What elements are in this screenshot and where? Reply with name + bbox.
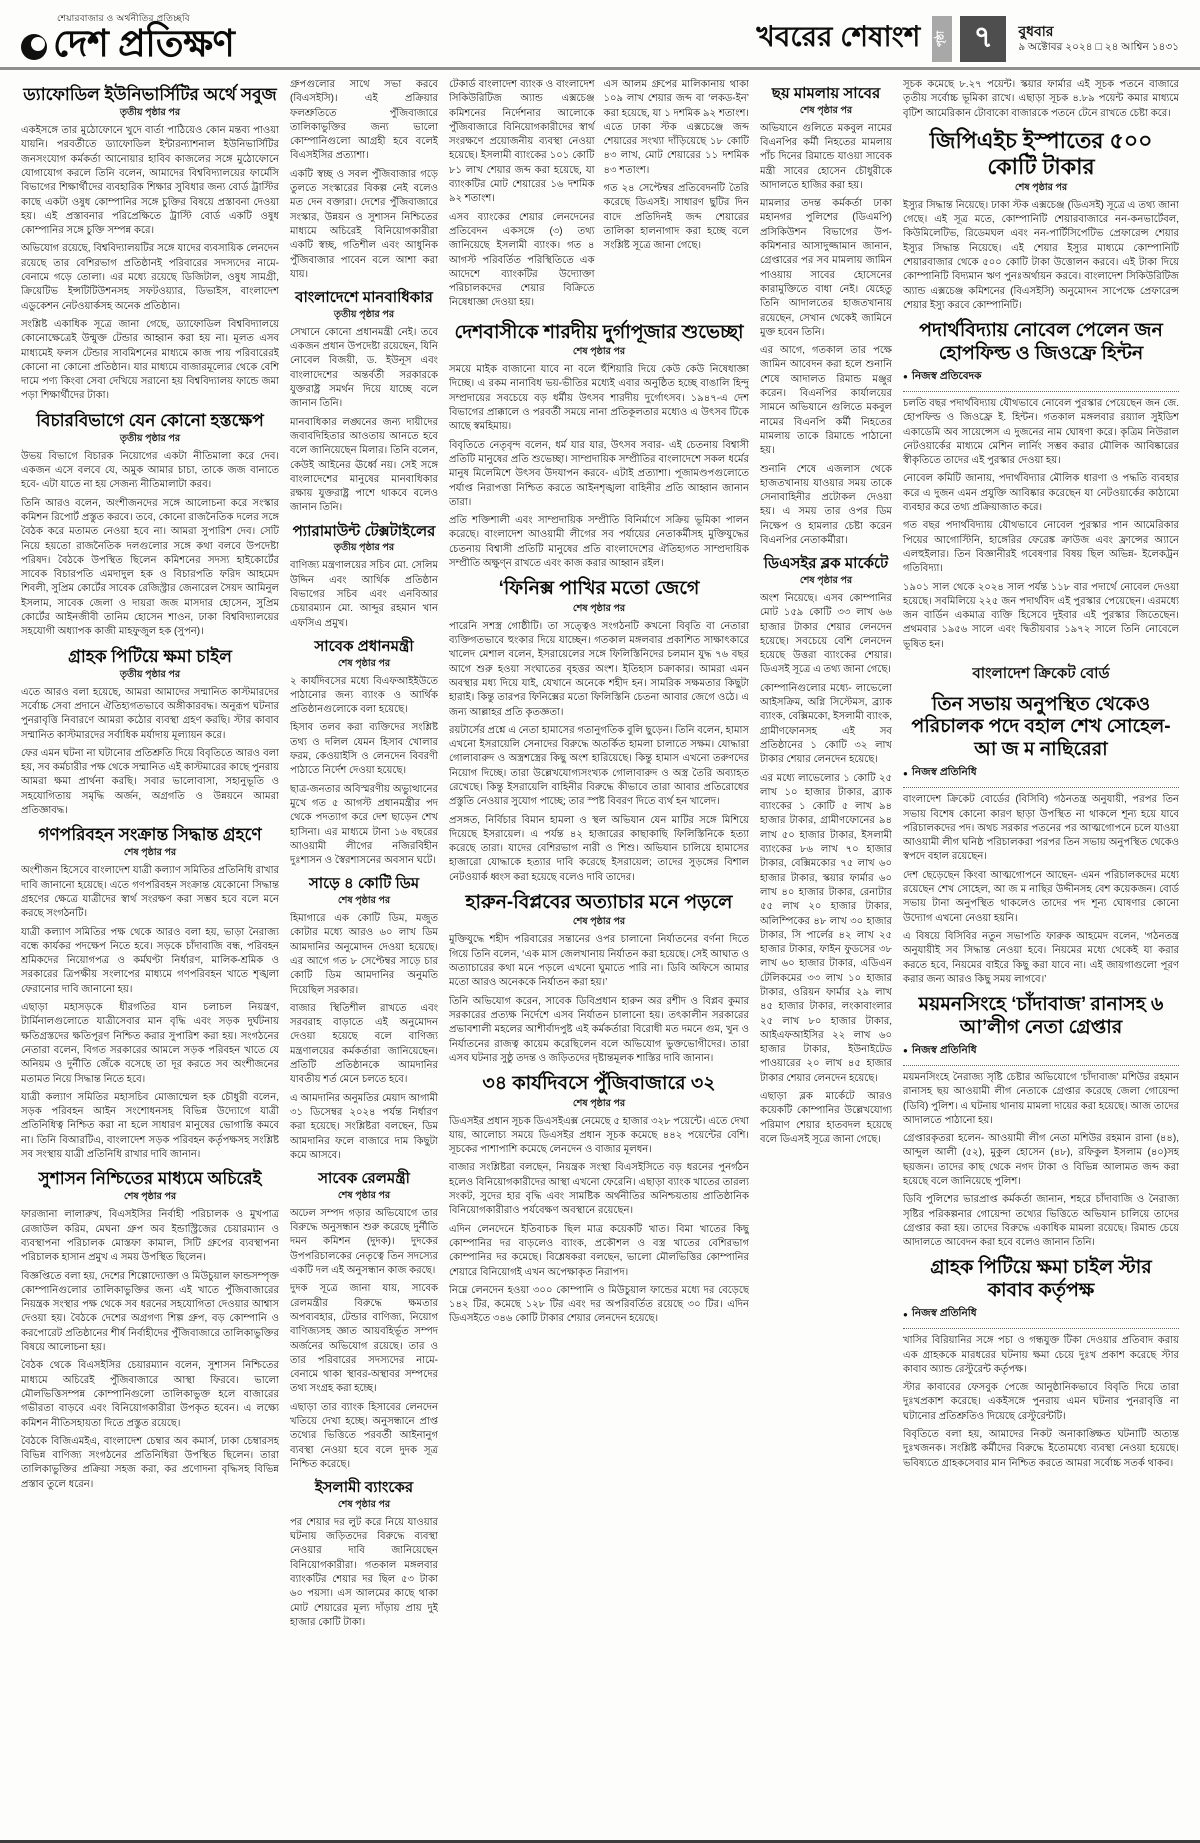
article-headline: ছয় মামলায় সাবের bbox=[771, 85, 881, 102]
body-paragraph: সেখানে কোনো প্রধানমন্ত্রী নেই। তবে একজন প্রধান উপদেষ্টা রয়েছেন, যিনি নোবেল বিজয়ী, ড. ইউনূস এবং বাংলাদেশের অন্তর্বর্তী সরকারকে যুক্তরাষ্ট্র সমর্থন দিয়ে যাচ্ছে বলে জানান তিনি। bbox=[290, 326, 438, 410]
day-label: বুধবার bbox=[1018, 23, 1054, 40]
continued-from-label: শেষ পৃষ্ঠার পর bbox=[799, 574, 853, 586]
body-paragraph: উভয় বিভাগে বিচারক নিয়োগের একটা নীতিমালা করে দেব। একজন এসে বলবে যে, অমুক আমার চাচা, তাকে জজ বানাতে হবে- এটা যাতে না হয় সেজন্য নীতিমালাটা করব। bbox=[21, 450, 279, 491]
body-paragraph: গত ২৪ সেপ্টেম্বর প্রতিবেদনটি তৈরি করেছে ডিএসই। সাধারণ ছুটির দিন বাদে প্রতিদিনই জব্দ শেয়ারের তালিকা হালনাগাদ করা হচ্ছে বলে সংশ্লিষ্ট সূত্রে জানা গেছে। bbox=[603, 183, 749, 252]
article-headline: সাবেক রেলমন্ত্রী bbox=[318, 1170, 410, 1188]
body-paragraph: বাজার সংশ্লিষ্টরা বলছেন, নিয়ন্ত্রক সংস্থা বিএসইসিতে বড় ধরনের পুনর্গঠন হলেও বিনিয়োগকারীদের আস্থা এখনো ফেরেনি। এছাড়া ব্যাংক খাতের তারল্য সংকট, সুদের হার বৃদ্ধি এবং সামষ্টিক অর্থনীতির অনিশ্চয়তায় প্রাতিষ্ঠানিক বিনিয়োগকারীরাও পর্যবেক্ষণ অবস্থানে রয়েছেন। bbox=[449, 1162, 749, 1217]
news-column-2 bbox=[290, 78, 438, 1826]
news-column-1 bbox=[21, 78, 279, 1826]
continued-from-label: শেষ পৃষ্ঠার পর bbox=[572, 602, 626, 614]
continued-from-label: শেষ পৃষ্ঠার পর bbox=[572, 1097, 626, 1109]
body-paragraph: যাত্রী কল্যাণ সমিতির পক্ষ থেকে আরও বলা হয়, ভাড়া নৈরাজ্য বন্ধে কার্যকর পদক্ষেপ নিতে হবে। সড়কে চাঁদাবাজি বন্ধ, পরিবহন শ্রমিকদের নিয়োগপত্র ও কর্মঘণ্টা নির্ধারণ, মালিক-শ্রমিক ও সরকারের ত্রিপক্ষীয় সংলাপের মাধ্যমে গণপরিবহন খাতে শৃঙ্খলা ফেরানোর দাবি জানানো হয়। bbox=[21, 926, 279, 995]
masthead-title: দেশ প্রতিক্ষণ bbox=[53, 23, 235, 64]
article-headline: ‘ফিনিক্স পাখির মতো জেগে bbox=[498, 578, 700, 600]
body-paragraph: ময়মনসিংহে নৈরাজ্য সৃষ্টি চেষ্টার অভিযোগে ‘চাঁদাবাজ’ মশিউর রহমান রানাসহ ছয় আওয়ামী লীগ নেতাকে গ্রেপ্তার করেছে জেলা গোয়েন্দা (ডিবি) পুলিশ। এ ঘটনায় থানায় মামলা দায়ের করা হয়েছে। আজ তাদের আদালতে পাঠানো হয়। bbox=[903, 1071, 1179, 1126]
body-paragraph: দুদক সূত্রে জানা যায়, সাবেক রেলমন্ত্রীর বিরুদ্ধে ক্ষমতার অপব্যবহার, টেন্ডার বাণিজ্য, নিয়োগ বাণিজ্যসহ জ্ঞাত আয়বহির্ভূত সম্পদ অর্জনের অভিযোগ রয়েছে। তার ও তার পরিবারের সদস্যদের নামে-বেনামে থাকা স্থাবর-অস্থাবর সম্পদের তথ্য সংগ্রহ করা হচ্ছে। bbox=[290, 1283, 438, 1395]
continued-from-label: তৃতীয় পৃষ্ঠার পর bbox=[119, 107, 181, 119]
byline-bullet-icon: ● bbox=[903, 1046, 908, 1056]
article-headline: জিপিএইচ ইস্পাতের ৫০০ কোটি টাকার bbox=[929, 127, 1153, 179]
masthead-tagline: শেয়ারবাজার ও অর্থনীতির প্রতিচ্ছবি bbox=[57, 13, 190, 23]
body-paragraph: অংশীজন হিসেবে বাংলাদেশ যাত্রী কল্যাণ সমিতির প্রতিনিধি রাখার দাবি জানানো হয়েছে। এতে গণপরিবহন সংক্রান্ত যেকোনো সিদ্ধান্ত গ্রহণের ক্ষেত্রে যাত্রীদের স্বার্থ সংরক্ষণ করা সম্ভব হবে বলে মনে করছে সংগঠনটি। bbox=[21, 865, 279, 920]
masthead-text bbox=[53, 14, 234, 62]
body-paragraph: গ্রেপ্তারকৃতরা হলেন- আওয়ামী লীগ নেতা মশিউর রহমান রানা (৪৪), আব্দুল আলী (৫২), মুকুল হোসেন (৪৮), রফিকুল ইসলাম (৪০)সহ ছয়জন। তাদের কাছ থেকে নগদ টাকা ও বিভিন্ন আলামত জব্দ করা হয়েছে বলে জানিয়েছে পুলিশ। bbox=[903, 1133, 1179, 1187]
body-paragraph: গত বছর পদার্থবিদ্যায় যৌথভাবে নোবেল পুরস্কার পান আমেরিকার পিয়ের আগোস্টিনি, হাঙ্গেরির ফেরেঙ্ক ক্রাউজ এবং ফ্রান্সের অ্যানে এলহুইলার। তিন বিজ্ঞানীরই গবেষণার বিষয় ছিল অভিন্ন- ইলেকট্রন গতিবিদ্যা। bbox=[903, 520, 1179, 575]
article-byline bbox=[903, 367, 1179, 392]
article-byline bbox=[903, 1304, 1179, 1329]
continued-from-label: তৃতীয় পৃষ্ঠার পর bbox=[119, 668, 181, 680]
body-paragraph: এর মধ্যে লাভেলোর ১ কোটি ২৫ লাখ ১০ হাজার টাকার, ব্র্যাক ব্যাংকের ১ কোটি ৫ লাখ ৯৪ হাজার টাকার, গ্রামীণফোনের ৯৪ লাখ ৫০ হাজার টাকার, ইসলামী ব্যাংকের ৮৬ লাখ ৭০ হাজার টাকার, বেক্সিমকোর ৭৫ লাখ ৬০ হাজার টাকার, স্কয়ার ফার্মার ৬০ লাখ ৪০ হাজার টাকার, রেনাটার ৫৫ লাখ ২০ হাজার টাকার, অলিম্পিকের ৪৮ লাখ ৩০ হাজার টাকার, সি পার্লের ৪২ লাখ ২৫ হাজার টাকার, ফাইন ফুডসের ৩৮ লাখ ৬০ হাজার টাকার, এডিএন টেলিকমের ৩৩ লাখ ১০ হাজার টাকার, ওরিয়ন ফার্মার ২৯ লাখ ৪৫ হাজার টাকার, লংকাবাংলার ২৫ লাখ ৮০ হাজার টাকার, আইএফআইসির ২২ লাখ ৬০ হাজার টাকার, ইউনাইটেড পাওয়ারের ২০ লাখ ৪৫ হাজার টাকার শেয়ার লেনদেন হয়েছে। bbox=[760, 772, 892, 1084]
article-headline: প্যারামাউন্ট টেক্সটাইলের bbox=[292, 522, 436, 540]
body-paragraph: এছাড়া তার ব্যাংক হিসাবের লেনদেন খতিয়ে দেখা হচ্ছে। অনুসন্ধানে প্রাপ্ত তথ্যের ভিত্তিতে পরবর্তী আইনানুগ ব্যবস্থা নেওয়া হবে বলে দুদক সূত্র নিশ্চিত করেছে। bbox=[290, 1401, 438, 1470]
article-headline: পদার্থবিদ্যায় নোবেল পেলেন জন হোপফিল্ড ও জিওফ্রে হিন্টন bbox=[919, 320, 1163, 364]
body-paragraph: নিম্নে লেনদেন হওয়া ৩০০ কোম্পানি ও মিউচুয়াল ফান্ডের মধ্যে দর বেড়েছে ১৪২ টির, কমেছে ১২৮ টির এবং দর অপরিবর্তিত রয়েছে ৩০ টির। এদিন ডিএসইতে ৩৪৬ কোটি টাকার শেয়ার লেনদেন হয়েছে। bbox=[449, 1284, 749, 1325]
body-paragraph: বিজ্ঞপ্তিতে বলা হয়, দেশের শিল্পোদ্যোক্তা ও মিউচুয়াল ফান্ডসম্পৃক্ত কোম্পানিগুলোর তালিকাভুক্তির জন্য এই খাতে পুঁজিবাজারের নিয়ন্ত্রক সংস্থার পক্ষ থেকে সব ধরনের সহযোগিতা দেওয়ার আশ্বাস দেওয়া হয়। বৈঠকে দেশের অগ্রগণ্য শিল্প গ্রুপ, বড় কোম্পানি ও করপোরেট প্রতিষ্ঠানের শীর্ষ নির্বাহীদের পুঁজিবাজারে তালিকাভুক্তির বিষয়ে আলোচনা হয়। bbox=[21, 1270, 279, 1354]
article-headline: তিন সভায় অনুপস্থিত থেকেও পরিচালক পদে বহাল শেখ সোহেল-আ জ ম নাছিরেরা bbox=[911, 694, 1171, 760]
article-headline: বিচারবিভাগে যেন কোনো হস্তক্ষেপ bbox=[36, 410, 264, 430]
body-paragraph: এছাড়া মহাসড়কে ধীরগতির যান চলাচল নিয়ন্ত্রণ, টার্মিনালগুলোতে যাত্রীসেবার মান বৃদ্ধি এবং সড়ক দুর্ঘটনায় ক্ষতিগ্রস্তদের ক্ষতিপূরণ নিশ্চিত করার সুপারিশ করা হয়। সংগঠনের নেতারা বলেন, বিগত সরকারের আমলে সড়ক পরিবহন খাতে যে অনিয়ম ও দুর্নীতি জেঁকে বসেছে তা দূর করতে সব অংশীজনের মতামত নিয়ে সিদ্ধান্ত নিতে হবে। bbox=[21, 1002, 279, 1085]
body-paragraph: একটি স্বচ্ছ ও সবল পুঁজিবাজার গড়ে তুলতে সংস্কারের বিকল্প নেই বলেও মত দেন বক্তারা। দেশের পুঁজিবাজারে সংস্কার, উন্নয়ন ও সুশাসন নিশ্চিতের মাধ্যমে অচিরেই বিনিয়োগকারীরা একটি স্বচ্ছ, গতিশীল এবং আধুনিক পুঁজিবাজার পাবেন বলে আশা করা যায়। bbox=[290, 168, 438, 280]
body-paragraph: বাণিজ্য মন্ত্রণালয়ের সচিব মো. সেলিম উদ্দিন এবং আর্থিক প্রতিষ্ঠান বিভাগের সচিব এবং এনবিআর চেয়ারম্যান মো. আব্দুর রহমান খান এফসিএ প্রমুখ। bbox=[290, 560, 438, 629]
body-paragraph: এ বিষয়ে বিসিবির নতুন সভাপতি ফারুক আহমেদ বলেন, ‘গঠনতন্ত্র অনুযায়ীই সব সিদ্ধান্ত নেওয়া হবে। নিয়মের মধ্যে থেকেই যা করার করতে হবে, নিয়মের বাইরে কিছু করা যাবে না। এই জায়গাগুলো পূরণ করার জন্য আরও কিছু সময় লাগবে।’ bbox=[903, 930, 1179, 985]
continued-from-label: শেষ পৃষ্ঠার পর bbox=[799, 104, 853, 116]
body-paragraph: পর শেয়ার দর লুট করে নিয়ে যাওয়ার ঘটনায় জড়িতদের বিরুদ্ধে ব্যবস্থা নেওয়ার দাবি জানিয়েছেন বিনিয়োগকারীরা। গতকাল মঙ্গলবার ব্যাংকটির শেয়ার দর ছিল ৫৩ টাকা ৬০ পয়সা। এস আলমের কাছে থাকা মোট শেয়ারের মূল্য দাঁড়ায় প্রায় দুই হাজার কোটি টাকা। bbox=[290, 1516, 438, 1628]
byline-text: নিজস্ব প্রতিনিধি bbox=[911, 1307, 977, 1320]
body-paragraph: একইসঙ্গে তার মুঠোফোনে খুদে বার্তা পাঠিয়েও কোন মন্তব্য পাওয়া যায়নি। পরবর্তীতে ড্যাফোডিল ইন্টারন্যাশনাল ইউনিভার্সিটির জনসংযোগ কর্মকর্তা আনোয়ার হাবিব কাজলের সঙ্গে মুঠোফোনে যোগাযোগ করলে তিনি বলেন, আমাদের বিশ্ববিদ্যালয়ের ফার্মেসি বিভাগের শিক্ষার্থীদের ব্যবহারিক শিক্ষার সুবিধার জন্য বোর্ড ট্রাস্টির কাছে একটা ওষুধ কোম্পানির সঙ্গে চুক্তির বিষয়ে প্রস্তাবনা দেওয়া হয়। এই প্রস্তাবনার পরিপ্রেক্ষিতে ট্রাস্টি বোর্ড একটি ওষুধ কোম্পানির সঙ্গে চুক্তি সম্পন্ন করে। bbox=[21, 125, 279, 237]
body-paragraph: বাংলাদেশ ক্রিকেট বোর্ডের (বিসিবি) গঠনতন্ত্র অনুযায়ী, পরপর তিন সভায় বিশেষ কোনো কারণ ছাড়া উপস্থিত না থাকলে শূন্য হয়ে যাবে পরিচালকদের পদ। অথচ সরকার পতনের পর আত্মগোপনে চলে যাওয়া আওয়ামী লীগ ঘনিষ্ঠ পরিচালকরা পরপর তিন সভায় অনুপস্থিত থেকেও স্বপদে বহাল রয়েছেন। bbox=[903, 794, 1179, 863]
body-paragraph: মামলার তদন্ত কর্মকর্তা ঢাকা মহানগর পুলিশের (ডিএমপি) প্রসিকিউশন বিভাগের উপ-কমিশনার আসাদুজ্জামান জানান, গ্রেপ্তারের পর সব মামলায় জামিন পাওয়ায় সাবের হোসেনের কারামুক্তিতে বাধা নেই। যেহেতু তিনি আদালতের হাজতখানায় রয়েছেন, সেখান থেকেই জামিনে মুক্ত হবেন তিনি। bbox=[760, 198, 892, 338]
byline-bullet-icon: ● bbox=[903, 768, 908, 778]
body-paragraph: প্রসঙ্গত, নির্বিচার বিমান হামলা ও স্থল অভিযান যেন মাটির সঙ্গে মিশিয়ে দিয়েছে ইসরায়েল। এ পর্যন্ত ৪২ হাজারের কাছাকাছি ফিলিস্তিনিকে হত্যা করেছে তারা। যাদের বেশিরভাগ নারী ও শিশু। অভিযান চালিয়ে হামাসের হাজারো যোদ্ধাকে হত্যার দাবি করেছে ইসরায়েল; তাদের সুড়ঙ্গের বিশাল নেটওয়ার্ক ধ্বংস করা হয়েছে বলেও দাবি তাদের। bbox=[449, 814, 749, 883]
article-headline: ৩৪ কার্যদিবসে পুঁজিবাজারে ৩২ bbox=[482, 1073, 716, 1095]
article-byline bbox=[903, 763, 1179, 788]
body-paragraph: তিনি অভিযোগ করেন, সাবেক ডিবিপ্রধান হারুন অর রশীদ ও বিপ্লব কুমার সরকারের প্রত্যক্ষ নির্দেশে এসব নির্যাতন চালানো হয়। তৎকালীন সরকারের প্রভাবশালী মহলের আশীর্বাদপুষ্ট এই কর্মকর্তারা বিরোধী মত দমনে গুম, খুন ও নির্যাতনের রাজত্ব কায়েম করেছিলেন বলে অভিযোগ ভুক্তভোগীদের। তারা এসব ঘটনার সুষ্ঠু তদন্ত ও জড়িতদের দৃষ্টান্তমূলক শাস্তির দাবি জানান। bbox=[449, 995, 749, 1064]
body-paragraph: টেকার্ড বাংলাদেশ ব্যাংক ও বাংলাদেশ সিকিউরিটিজ অ্যান্ড এক্সচেঞ্জ কমিশনের নির্দেশনার আলোকে পুঁজিবাজারে বিনিয়োগকারীদের স্বার্থ সংরক্ষণে প্রয়োজনীয় ব্যবস্থা নেওয়া হয়েছে। ইসলামী ব্যাংকের ১০১ কোটি ৮১ লাখ শেয়ার জব্দ করা হয়েছে, যা ব্যাংকটির মোট শেয়ারের ১৬ দশমিক ৯২ শতাংশ। bbox=[449, 79, 595, 205]
body-paragraph: ডিবি পুলিশের ভারপ্রাপ্ত কর্মকর্তা জানান, শহরে চাঁদাবাজি ও নৈরাজ্য সৃষ্টির পরিকল্পনার গোয়েন্দা তথ্যের ভিত্তিতে অভিযান চালিয়ে তাদের গ্রেপ্তার করা হয়। তাদের বিরুদ্ধে একাধিক মামলা রয়েছে। রিমান্ড চেয়ে আদালতে আবেদন করা হবে বলেও জানান তিনি। bbox=[903, 1194, 1179, 1249]
body-paragraph: অভিযানে গুলিতে মকবুল নামের বিএনপির কর্মী নিহতের মামলায় পাঁচ দিনের রিমান্ডে যাওয়া সাবেক মন্ত্রী সাবের হোসেন চৌধুরীকে আদালতে হাজির করা হয়। bbox=[760, 122, 892, 191]
body-paragraph: বৈঠকে বিজিএমইএ, বাংলাদেশ চেম্বার অব কমার্স, ঢাকা চেম্বারসহ বিভিন্ন বাণিজ্য সংগঠনের প্রতিনিধিরা উপস্থিত ছিলেন। তারা তালিকাভুক্তির প্রক্রিয়া সহজ করা, কর প্রণোদনা বৃদ্ধিসহ বিভিন্ন প্রস্তাব তুলে ধরেন। bbox=[21, 1435, 279, 1490]
body-paragraph: এতে আরও বলা হয়েছে, আমরা আমাদের সম্মানিত কাস্টমারদের সর্বোচ্চ সেবা প্রদানে ঐতিহ্যগতভাবে অঙ্গীকারবদ্ধ। অনুরূপ ঘটনার পুনরাবৃত্তি নিবারণে আমরা কঠোর ব্যবস্থা গ্রহণ করছি। স্টার কাবাব সম্মানিত কাস্টমারদের সর্বাধিক মর্যাদায় মূল্যায়ন করে। bbox=[21, 686, 279, 741]
body-paragraph: অংশ নিয়েছে। এসব কোম্পানির মোট ১৫৯ কোটি ৩৩ লাখ ৬৬ হাজার টাকার শেয়ার লেনদেন হয়েছে। সবচেয়ে বেশি লেনদেন হয়েছে উত্তরা ব্যাংকের শেয়ার। ডিএসই সূত্রে এ তথ্য জানা গেছে। bbox=[760, 592, 892, 676]
body-paragraph: বিবৃতিতে নেতৃবৃন্দ বলেন, ধর্ম যার যার, উৎসব সবার- এই চেতনায় বিশ্বাসী প্রতিটি মানুষের প্রতি শুভেচ্ছা। সাম্প্রদায়িক সম্প্রীতির বাংলাদেশে সকল ধর্মের মানুষ মিলেমিশে উৎসব উদযাপন করবে- এটাই প্রত্যাশা। পূজামণ্ডপগুলোতে পর্যাপ্ত নিরাপত্তা নিশ্চিত করতে আইনশৃঙ্খলা বাহিনীর প্রতি আহ্বান জানান তারা। bbox=[449, 439, 749, 508]
article-headline: গণপরিবহন সংক্রান্ত সিদ্ধান্ত গ্রহণে bbox=[38, 825, 262, 845]
article-kicker: বাংলাদেশ ক্রিকেট বোর্ড bbox=[972, 665, 1110, 683]
article-headline: বাংলাদেশে মানবাধিকার bbox=[295, 289, 433, 307]
page-word-box bbox=[932, 16, 952, 62]
news-column-4 bbox=[760, 78, 892, 1826]
body-paragraph: পারেনি সশস্ত্র গোষ্ঠীটি। তা সত্ত্বেও সংগঠনটি কখনো বিবৃতি বা নেতারা ব্যক্তিগতভাবে হুংকার দিয়ে যাচ্ছেন। গতকাল মঙ্গলবার প্রকাশিত সাক্ষাৎকারে খালেদ মেশাল বলেন, ইসরায়েলের সঙ্গে ফিলিস্তিনিদের চলমান যুদ্ধ ৭৬ বছর আগে শুরু হওয়া সংঘাতের বৃহত্তর অংশ। ইতিহাস চক্রাকার। আমরা এমন অবস্থার মধ্য দিয়ে যাই, যেখানে অনেকে শহীদ হন। সামরিক সক্ষমতার কিছুটা হারাই। কিন্তু তারপর ফিনিক্সের মতো ফিলিস্তিনি চেতনা আবার জেগে ওঠে। এ জন্য আল্লাহর প্রতি কৃতজ্ঞতা। bbox=[449, 620, 749, 718]
article-headline: গ্রাহক পিটিয়ে ক্ষমা চাইল bbox=[68, 646, 232, 666]
article-byline bbox=[903, 1041, 1179, 1066]
continued-from-label: শেষ পৃষ্ঠার পর bbox=[1014, 181, 1068, 193]
continued-from-label: শেষ পৃষ্ঠার পর bbox=[337, 1189, 391, 1201]
news-columns bbox=[0, 70, 1200, 1826]
body-paragraph: প্রতি শক্তিশালী এবং সাম্প্রদায়িক সম্প্রীতি বিনির্মাণে সক্রিয় ভূমিকা পালন করেছে। বাংলাদেশ আওয়ামী লীগের সব পর্যায়ের নেতাকর্মীসহ মুক্তিযুদ্ধের চেতনায় বিশ্বাসী প্রতিটি মানুষের প্রতি বাংলাদেশের ঐতিহ্যগত সাম্প্রদায়িক সম্প্রীতি অক্ষুণ্ন রাখতে এবং কাজ করার আহ্বান রইল। bbox=[449, 515, 749, 570]
continued-from-label: শেষ পৃষ্ঠার পর bbox=[337, 895, 391, 907]
body-paragraph: দেশ ছেড়েছেন কিংবা আত্মগোপনে আছেন- এমন পরিচালকদের মধ্যে রয়েছেন শেখ সোহেল, আ জ ম নাছির উদ্দীনসহ বেশ কয়েকজন। বোর্ড সভায় টানা অনুপস্থিত থাকলেও তাদের পদ শূন্য ঘোষণার কোনো উদ্যোগ এখনো নেওয়া হয়নি। bbox=[903, 869, 1179, 924]
body-paragraph: মানবাধিকার লঙ্ঘনের জন্য দায়ীদের জবাবদিহিতার আওতায় আনতে হবে বলে জানিয়েছেন মিলার। তিনি বলেন, কেউই আইনের ঊর্ধ্বে নয়। সেই সঙ্গে বাংলাদেশের মানুষের মানবাধিকার রক্ষায় যুক্তরাষ্ট্র পাশে থাকবে বলেও জানান তিনি। bbox=[290, 416, 438, 514]
byline-text: নিজস্ব প্রতিনিধি bbox=[911, 766, 977, 779]
body-paragraph: তিনি আরও বলেন, অংশীজনদের সঙ্গে আলোচনা করে সংস্কার কমিশন রিপোর্ট প্রস্তুত করবে। তবে, কোনো রাজনৈতিক দলের সঙ্গে বৈঠক করে মতামত নেওয়া হবে না। আমরা সুপারিশ দেব। সেটি নিয়ে হয়তো রাজনৈতিক দলগুলোর সঙ্গে কথা বলবে উপদেষ্টা পরিষদ। বৈঠকে উপস্থিত ছিলেন কমিশনের সদস্য হাইকোর্টের সাবেক বিচারপতি এমদাদুল হক ও বিচারপতি ফরিদ আহমেদ শিবলী, সুপ্রিম কোর্টের সাবেক রেজিস্ট্রার জেনারেল সৈয়দ আমিনুল ইসলাম, সাবেক জেলা ও দায়রা জজ মাসদার হোসেন, সুপ্রিম কোর্টের আইনজীবী তানিম হোসেন শাওন, ঢাকা বিশ্ববিদ্যালয়ের সহযোগী অধ্যাপক কাজী মাহফুজুল হক (সুপন)। bbox=[21, 497, 279, 638]
date-label: ৯ অক্টোবর ২০২৪ □ ২৪ আশ্বিন ১৪৩১ bbox=[1018, 40, 1179, 53]
continued-from-label: শেষ পৃষ্ঠার পর bbox=[123, 1191, 177, 1203]
body-paragraph: স্টার কাবাবের ফেসবুক পেজে আনুষ্ঠানিকভাবে বিবৃতি দিয়ে তারা দুঃখপ্রকাশ করেছে। একইসঙ্গে পুনরায় এমন ঘটনার পুনরাবৃত্তি না ঘটানোর প্রতিশ্রুতিও দিয়েছে রেস্টুরেন্টটি। bbox=[903, 1382, 1179, 1422]
body-paragraph: ফের এমন ঘটনা না ঘটানোর প্রতিশ্রুতি দিয়ে বিবৃতিতে আরও বলা হয়, সব কর্মচারীর পক্ষ থেকে সম্মানিত এই কাস্টমারের কাছে পুনরায় আমরা ক্ষমা প্রার্থনা করছি। সবার ভালোবাসা, সহানুভূতি ও সহযোগিতায় সমৃদ্ধি অর্জন, অগ্রগতি ও উন্নয়নে আমরা প্রতিজ্ঞাবদ্ধ। bbox=[21, 747, 279, 817]
byline-text: নিজস্ব প্রতিনিধি bbox=[911, 1043, 977, 1056]
body-paragraph: হিসাব তলব করা ব্যক্তিদের সংশ্লিষ্ট তথ্য ও দলিল যেমন হিসাব খোলার ফরম, কেওয়াইসি ও লেনদেন বিবরণী পাঠাতে নির্দেশ দেওয়া হয়েছে। bbox=[290, 722, 438, 777]
body-paragraph: গ্রুপগুলোর সাথে সভা করবে (বিএসইসি)। এই প্রক্রিয়ার ফলশ্রুতিতে পুঁজিবাজারে তালিকাভুক্তির জন্য ভালো কোম্পানিগুলো আগ্রহী হবে বলেই বিএসইসির প্রত্যাশা। bbox=[290, 79, 438, 162]
body-paragraph: এ আমদানির অনুমতির মেয়াদ আগামী ৩১ ডিসেম্বর ২০২৪ পর্যন্ত নির্ধারণ করা হয়েছে। সংশ্লিষ্টরা বলছেন, ডিম আমদানির ফলে বাজারে দাম কিছুটা কমে আসবে। bbox=[290, 1092, 438, 1161]
page-header bbox=[0, 0, 1200, 70]
continued-from-label: শেষ পৃষ্ঠার পর bbox=[337, 1498, 391, 1510]
body-paragraph: চলতি বছর পদার্থবিদ্যায় যৌথভাবে নোবেল পুরস্কার পেয়েছেন জন জে. হোপফিল্ড ও জিওফ্রে ই. হিন্টন। গতকাল মঙ্গলবার রয়্যাল সুইডিশ একাডেমি অব সায়েন্সেস এ দুজনের নাম ঘোষণা করে। কৃত্রিম নিউরাল নেটওয়ার্কের মাধ্যমে মেশিন লার্নিং সম্ভব করার মৌলিক আবিষ্কারের স্বীকৃতিতে তাদের এই পুরস্কার দেওয়া হয়। bbox=[903, 397, 1179, 467]
continued-from-label: তৃতীয় পৃষ্ঠার পর bbox=[333, 542, 395, 554]
body-paragraph: এছাড়া ব্লক মার্কেটে আরও কয়েকটি কোম্পানির উল্লেখযোগ্য পরিমাণ শেয়ার হাতবদল হয়েছে বলে ডিএসই সূত্রে জানা গেছে। bbox=[760, 1091, 892, 1145]
body-paragraph: মুক্তিযুদ্ধে শহীদ পরিবারের সন্তানের ওপর চালানো নির্যাতনের বর্ণনা দিতে গিয়ে তিনি বলেন, ‘এক মাস জেলখানায় নির্যাতন করা হয়েছে। সেই আঘাত ও অত্যাচারের কথা মনে পড়লে এখনো ঘুমাতে পারি না। ডিবি অফিসে আমার মতো আরও অনেককে নির্যাতন করা হয়।’ bbox=[449, 934, 749, 989]
byline-bullet-icon: ● bbox=[903, 1309, 908, 1319]
masthead bbox=[21, 14, 234, 62]
body-paragraph: ইস্যুর সিদ্ধান্ত নিয়েছে। ঢাকা স্টক এক্সচেঞ্জ (ডিএসই) সূত্রে এ তথ্য জানা গেছে। এই সূত্র মতে, কোম্পানিটি শেয়ারবাজারে নন-কনভার্টেবল, কিউমিলেটিভ, রিডেমঘল এবং নন-পার্টিসিপেটিভ প্রেফারেন্স শেয়ার ইস্যুর সিদ্ধান্ত নিয়েছে। এই শেয়ার ইস্যুর মাধ্যমে কোম্পানিটি শেয়ারবাজার থেকে ৫০০ কোটি টাকা উত্তোলন করবে। এই টাকা দিয়ে কোম্পানিটি বিদ্যমান ঋণ পুনঃঅর্থায়ন করবে। বাংলাদেশ সিকিউরিটিজ অ্যান্ড এক্সচেঞ্জ কমিশনের (বিএসইসি) অনুমোদন সাপেক্ষে প্রেফারেন্স শেয়ার ইস্যু করবে কোম্পানিটি। bbox=[903, 199, 1179, 311]
sub-columns bbox=[449, 78, 749, 315]
body-paragraph: ছাত্র-জনতার অবিস্মরণীয় অভ্যুত্থানের মুখে গত ৫ আগস্ট প্রধানমন্ত্রীর পদ থেকে পদত্যাগ করে দেশ ছাড়েন শেখ হাসিনা। এর মাধ্যমে টানা ১৬ বছরের আওয়ামী লীগের নজিরবিহীন দুঃশাসন ও স্বৈরশাসনের অবসান ঘটে। bbox=[290, 783, 438, 867]
body-paragraph: বিবৃতিতে বলা হয়, আমাদের নিকট অনাকাঙ্ক্ষিত ঘটনাটি অত্যন্ত দুঃখজনক। সংশ্লিষ্ট কর্মীদের বিরুদ্ধে ইতোমধ্যে ব্যবস্থা নেওয়া হয়েছে। ভবিষ্যতে গ্রাহকসেবার মান নিশ্চিত করতে আমরা সর্বোচ্চ সতর্ক থাকব। bbox=[903, 1429, 1179, 1469]
body-paragraph: রয়টার্সের প্রশ্নে এ নেতা হামাসের গতানুগতিক বুলি ছুড়েন। তিনি বলেন, হামাস এখনো ইসরায়েলি সেনাদের বিরুদ্ধে অতর্কিত হামলা চালাতে সক্ষম। যোদ্ধারা গোলাবারুদ ও অস্ত্রশস্ত্রের কিছু অংশ হারিয়েছে। কিন্তু হামাস এখনো তরুণদের নিয়োগ দিচ্ছে। তারা উল্লেখযোগ্যসংখ্যক গোলাবারুদ ও অস্ত্র তৈরি অব্যাহত রেখেছে। কিন্তু ইসরায়েলি বাহিনীর বিরুদ্ধে কীভাবে তারা আবার প্রতিরোধের প্রস্তুতি নেওয়ার সুযোগ পাচ্ছে; তার স্পষ্ট বিবরণ দিতে ব্যর্থ হন খালেদ। bbox=[449, 724, 749, 808]
subcolumn-right bbox=[604, 78, 750, 315]
page-number: ৭ bbox=[973, 21, 994, 54]
body-paragraph: খাসির বিরিয়ানির সঙ্গে পচা ও গন্ধযুক্ত টিকা দেওয়ার প্রতিবাদ করায় এক গ্রাহককে মারধরের ঘটনায় ক্ষমা চেয়ে দুঃখ প্রকাশ করেছে স্টার কাবাব অ্যান্ড রেস্টুরেন্ট কর্তৃপক্ষ। bbox=[903, 1335, 1179, 1375]
body-paragraph: যাত্রী কল্যাণ সমিতির মহাসচিব মোজাম্মেল হক চৌধুরী বলেন, সড়ক পরিবহন আইন সংশোধনসহ বিভিন্ন উদ্যোগে যাত্রী প্রতিনিধিত্ব নিশ্চিত করা না হলে সাধারণ মানুষের ভোগান্তি কমবে না। তিনি বিআরটিএ, বাংলাদেশ সড়ক পরিবহন কর্তৃপক্ষসহ সংশ্লিষ্ট সব সংস্থায় যাত্রী প্রতিনিধি রাখার দাবি জানান। bbox=[21, 1091, 279, 1160]
article-headline: হারুন-বিপ্লবের অত্যাচার মনে পড়লে bbox=[465, 892, 733, 914]
body-paragraph: ২ কার্যদিবসের মধ্যে বিএফআইইউতে পাঠানোর জন্য ব্যাংক ও আর্থিক প্রতিষ্ঠানগুলোকে বলা হয়েছে। bbox=[290, 675, 438, 716]
day-date-block bbox=[1014, 23, 1179, 54]
continued-from-label: শেষ পৃষ্ঠার পর bbox=[572, 346, 626, 358]
article-headline: ড্যাফোডিল ইউনিভার্সিটির অর্থে সবুজ bbox=[23, 85, 277, 104]
body-paragraph: বাজার স্থিতিশীল রাখতে এবং সরবরাহ বাড়াতে এই অনুমোদন দেওয়া হয়েছে বলে বাণিজ্য মন্ত্রণালয়ের কর্মকর্তারা জানিয়েছেন। প্রতিটি প্রতিষ্ঠানকে আমদানির যাবতীয় শর্ত মেনে চলতে হবে। bbox=[290, 1002, 438, 1086]
body-paragraph: ১৯০১ সাল থেকে ২০২৪ সাল পর্যন্ত ১১৮ বার পদার্থে নোবেল দেওয়া হয়েছে। সবমিলিয়ে ২২৫ জন পদার্থবিদ এই পুরস্কার পেয়েছেন। এরমধ্যে জন বার্ডিন একমাত্র ব্যক্তি হিসেবে দুইবার এই পুরস্কার জিতেছেন। প্রথমবার ১৯৫৬ সালে এবং দ্বিতীয়বার ১৯৭২ সালে তিনি নোবেলে ভূষিত হন। bbox=[903, 581, 1179, 650]
page-number-box bbox=[960, 16, 1006, 62]
body-paragraph: এস আলম গ্রুপের মালিকানায় থাকা ১০৯ লাখ শেয়ার জব্দ বা ‘লকড-ইন’ করা হয়েছে, যা ১ দশমিক ৯২ শতাংশ। এতে ঢাকা স্টক এক্সচেঞ্জে জব্দ শেয়ারের সংখ্যা দাঁড়িয়েছে ১৮ কোটি ৪৩ লাখ, মোট শেয়ারের ১১ দশমিক ৪৩ শতাংশ। bbox=[603, 79, 749, 176]
masthead-crescent-logo-icon bbox=[21, 34, 47, 60]
body-paragraph: নোবেল কমিটি জানায়, পদার্থবিদ্যার মৌলিক ধারণা ও পদ্ধতি ব্যবহার করে এ দুজন এমন প্রযুক্তি আবিষ্কার করেছেন যা নেটওয়ার্কের কাঠামো ব্যবহার করে তথ্য প্রক্রিয়াজাত করে। bbox=[903, 473, 1179, 514]
subcolumn-left bbox=[449, 78, 595, 315]
body-paragraph: এদিন লেনদেনে ইতিবাচক ছিল মাত্র কয়েকটি খাত। বিমা খাতের কিছু কোম্পানির দর বাড়লেও ব্যাংক, প্রকৌশল ও বস্ত্র খাতের বেশিরভাগ কোম্পানির দর কমেছে। বিশ্লেষকরা বলছেন, ভালো মৌলভিত্তির কোম্পানির শেয়ারে বিনিয়োগই এখন অপেক্ষাকৃত নিরাপদ। bbox=[449, 1223, 749, 1278]
body-paragraph: এর আগে, গতকাল তার পক্ষে জামিন আবেদন করা হলে শুনানি শেষে আদালত রিমান্ড মঞ্জুর করেন। বিএনপির কার্যালয়ের সামনে অভিযানে গুলিতে মকবুল নামের বিএনপি কর্মী নিহতের মামলায় তাকে রিমান্ডে পাঠানো হয়। bbox=[760, 345, 892, 457]
byline-text: নিজস্ব প্রতিবেদক bbox=[911, 369, 982, 382]
body-paragraph: হিমাগারে এক কোটি ডিম, মজুত কোটার মধ্যে আরও ৬০ লাখ ডিম আমদানির অনুমোদন দেওয়া হয়েছে। এর আগে গত ৮ সেপ্টেম্বর সাড়ে চার কোটি ডিম আমদানির অনুমতি দিয়েছিল সরকার। bbox=[290, 913, 438, 996]
news-column-3 bbox=[449, 78, 749, 1826]
article-headline: গ্রাহক পিটিয়ে ক্ষমা চাইল স্টার কাবাব কর্তৃপক্ষ bbox=[930, 1257, 1152, 1301]
body-paragraph: অভিযোগ রয়েছে, বিশ্ববিদ্যালয়টির সঙ্গে যাদের ব্যবসায়িক লেনদেন রয়েছে তার বেশিরভাগ প্রতিষ্ঠানই পরিবারের সদস্যদের নামে-বেনামে গড়ে তোলা। এর মধ্যে রয়েছে ডিজিটাল, ওষুধ সামগ্রী, ক্রিয়েটিভ ইন্সটিটিউশনসহ সফটওয়্যার, ডিভাইস, বাংলাদেশ এডুকেশন নেটওয়ার্কসহ অনেক প্রতিষ্ঠান। bbox=[21, 243, 279, 312]
body-paragraph: অঢেল সম্পদ গড়ার অভিযোগে তার বিরুদ্ধে অনুসন্ধান শুরু করেছে দুর্নীতি দমন কমিশন (দুদক)। দুদকের উপপরিচালকের নেতৃত্বে তিন সদস্যের একটি দল এই অনুসন্ধান কাজ করছে। bbox=[290, 1207, 438, 1277]
body-paragraph: কোম্পানিগুলোর মধ্যে- লাভেলো আইসক্রিম, অগ্নি সিস্টেমস, ব্র্যাক ব্যাংক, বেক্সিমকো, ইসলামী ব্যাংক, গ্রামীণফোনসহ এই সব প্রতিষ্ঠানের ১ কোটি ৩২ লাখ টাকার শেয়ার লেনদেন হয়েছে। bbox=[760, 682, 892, 766]
continued-from-label: তৃতীয় পৃষ্ঠার পর bbox=[333, 308, 395, 320]
section-title: খবরের শেষাংশ bbox=[756, 21, 921, 52]
body-paragraph: সংশ্লিষ্ট একাধিক সূত্রে জানা গেছে, ড্যাফোডিল বিশ্ববিদ্যালয়ে কোনোক্ষেত্রেই উন্মুক্ত টেন্ডার আহ্বান করা হয় না। মূলত এসব মাধ্যমেই ফলস টেন্ডার সাবমিশনের মাধ্যমে কাজ পায় পরিবারেরই কোনো না কোনো প্রতিষ্ঠান। যার মাধ্যমে বাজারমূল্যের থেকে বেশি দামে পণ্য কিংবা সেবা দেখিয়ে সরানো হয় বিশ্ববিদ্যালয় ফান্ডে জমা পড়া শিক্ষার্থীদের টাকা। bbox=[21, 318, 279, 402]
body-paragraph: বৈঠক থেকে বিএসইসির চেয়ারম্যান বলেন, সুশাসন নিশ্চিতের মাধ্যমে অচিরেই পুঁজিবাজারে আস্থা ফিরবে। ভালো মৌলভিত্তিসম্পন্ন কোম্পানিগুলো তালিকাভুক্ত হলে বাজারের গভীরতা বাড়বে এবং বিনিয়োগকারীরা উপকৃত হবেন। এ লক্ষ্যে কমিশন নীতিসহায়তা দিতে প্রস্তুত রয়েছে। bbox=[21, 1360, 279, 1429]
article-headline: ইসলামী ব্যাংকের bbox=[314, 1479, 414, 1497]
article-headline: সাড়ে ৪ কোটি ডিম bbox=[308, 875, 420, 893]
header-right bbox=[756, 15, 1179, 62]
continued-from-label: শেষ পৃষ্ঠার পর bbox=[572, 916, 626, 928]
article-headline: ময়মনসিংহে ‘চাঁদাবাজ’ রানাসহ ৬ আ’লীগ নেতা গ্রেপ্তার bbox=[918, 994, 1164, 1038]
article-headline: সুশাসন নিশ্চিতের মাধ্যমে অচিরেই bbox=[38, 1169, 262, 1189]
continued-from-label: শেষ পৃষ্ঠার পর bbox=[337, 657, 391, 669]
news-column-5 bbox=[903, 78, 1179, 1826]
continued-from-label: তৃতীয় পৃষ্ঠার পর bbox=[119, 432, 181, 444]
body-paragraph: সূচক কমেছে ৮.২৭ পয়েন্ট। স্কয়ার ফার্মার এই সূচক পতনে বাজারে তৃতীয় সর্বোচ্চ ভূমিকা রাখে। এছাড়া সূচক ৪.৮৯ পয়েন্ট কমার মাধ্যমে বৃটিশ আমেরিকান টোবাকো বাজারকে পতনে টেনে রাখতে চেষ্টা করে। bbox=[903, 79, 1179, 119]
article-headline: দেশবাসীকে শারদীয় দুর্গাপূজার শুভেচ্ছা bbox=[454, 321, 744, 343]
article-headline: সাবেক প্রধানমন্ত্রী bbox=[314, 637, 414, 655]
continued-from-label: শেষ পৃষ্ঠার পর bbox=[123, 847, 177, 859]
body-paragraph: সময়ে মাইক বাজানো যাবে না বলে হুঁশিয়ারি দিয়ে কেউ কেউ নিষেধাজ্ঞা দিচ্ছে। এ রকম নানাবিধ ভয়-ভীতির মধ্যেই এবার অনুষ্ঠিত হচ্ছে বাঙালি হিন্দু সম্প্রদায়ের সবচেয়ে বড় ধর্মীয় উৎসব শারদীয় দুর্গোৎসব। ১৯৪৭-এ দেশ বিভাগের প্রাক্কালে ও পরবর্তী সময়ে নানা প্রতিকূলতার মধ্যেও এ উৎসব টিকে আছে স্বমহিমায়। bbox=[449, 364, 749, 433]
body-paragraph: ডিএসইর প্রধান সূচক ডিএসইএক্স নেমেছে ৫ হাজার ৩২৮ পয়েন্টে। এতে দেখা যায়, আলোচ্য সময়ে ডিএসইর প্রধান সূচক কমেছে ৪৪২ পয়েন্টের বেশি। সূচকের পাশাপাশি কমেছে লেনদেন ও বাজার মূলধন। bbox=[449, 1115, 749, 1156]
body-paragraph: ফারজানা লালারুখ, বিএসইসির নির্বাহী পরিচালক ও মুখপাত্র রেজাউল করিম, মেঘনা গ্রুপ অব ইন্ডাস্ট্রিজের চেয়ারম্যান ও ব্যবস্থাপনা পরিচালক মোস্তফা কামাল, সিটি গ্রুপের ব্যবস্থাপনা পরিচালক হাসান প্রমুখ এ সময় উপস্থিত ছিলেন। bbox=[21, 1209, 279, 1264]
body-paragraph: শুনানি শেষে এজলাস থেকে হাজতখানায় যাওয়ার সময় তাকে সেনাবাহিনীর প্রটোকল দেওয়া হয়। এ সময় তার ওপর ডিম নিক্ষেপ ও হামলার চেষ্টা করেন বিএনপির নেতাকর্মীরা। bbox=[760, 463, 892, 546]
page-word-label: পৃষ্ঠা bbox=[935, 30, 947, 47]
body-paragraph: এসব ব্যাংকের শেয়ার লেনদেনের প্রতিবেদন একসঙ্গে (৩) তথ্য জানিয়েছে ইসলামী ব্যাংক। গত ৪ আগস্ট পরিবর্তিত পরিস্থিতিতে এক আদেশে ব্যাংকটির উদ্যোক্তা পরিচালকদের শেয়ার বিক্রিতে নিষেধাজ্ঞা দেওয়া হয়। bbox=[449, 211, 595, 309]
article-headline: ডিএসইর ব্লক মার্কেটে bbox=[763, 555, 889, 573]
byline-bullet-icon: ● bbox=[903, 372, 908, 382]
